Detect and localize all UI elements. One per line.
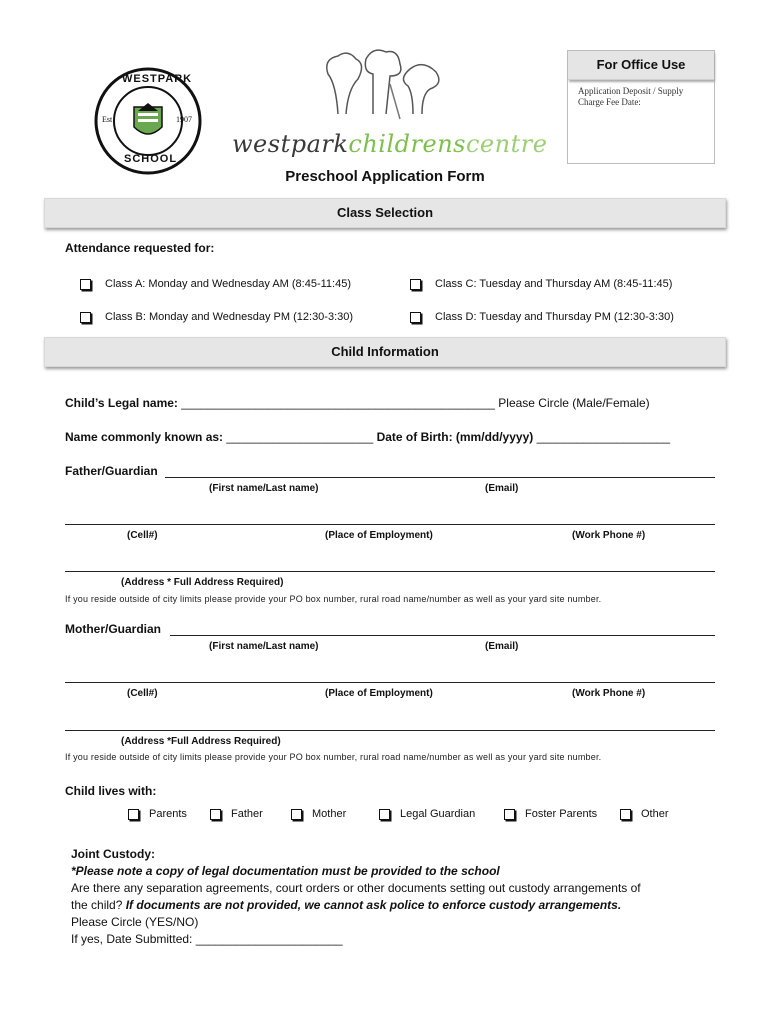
checkbox-mother[interactable] (291, 809, 302, 820)
class-c-label: Class C: Tuesday and Thursday AM (8:45-11:45) (435, 278, 673, 290)
page-title: Preschool Application Form (285, 168, 485, 185)
mother-option-label: Mother (312, 808, 347, 820)
father-address-field[interactable] (65, 571, 715, 572)
brand-wordmark (232, 130, 547, 158)
lives-with-parents-option[interactable] (128, 808, 187, 820)
class-b-label: Class B: Monday and Wednesday PM (12:30-3:30) (105, 311, 354, 323)
gender-circle-label: Please Circle (Male/Female) (498, 396, 650, 410)
mother-address-field[interactable] (65, 730, 715, 731)
known-as-field[interactable]: ______________________ (226, 430, 374, 444)
father-work-phone-caption: (Work Phone #) (572, 530, 646, 541)
checkbox-legal-guardian[interactable] (379, 809, 390, 820)
dob-label: Date of Birth: (mm/dd/yyyy) (376, 430, 534, 444)
seal-bottom-text: SCHOOL (124, 153, 178, 165)
office-use-box (567, 50, 715, 164)
legal-name-label: Child’s Legal name: (65, 396, 178, 410)
parents-label: Parents (149, 808, 187, 820)
mother-address-caption: (Address *Full Address Required) (121, 736, 281, 747)
foster-parents-label: Foster Parents (525, 808, 598, 820)
lives-with-other-option[interactable] (620, 808, 669, 820)
father-address-note: If you reside outside of city limits please provide your PO box number, rural road name/number as well as your yard site number. (65, 594, 602, 604)
lives-with-label: Child lives with: (65, 784, 157, 798)
checkbox-father[interactable] (210, 809, 221, 820)
mother-email-caption: (Email) (485, 641, 519, 652)
lives-with-mother-option[interactable] (291, 808, 346, 820)
custody-question-b-emphasis: If documents are not provided, we cannot ask police to enforce custody arrangements. (125, 898, 622, 912)
father-contact-field[interactable] (65, 524, 715, 525)
checkbox-foster-parents[interactable] (504, 809, 515, 820)
lives-with-legal-guardian-option[interactable] (379, 808, 475, 820)
father-option-label: Father (231, 808, 263, 820)
mother-cell-caption: (Cell#) (127, 688, 158, 699)
custody-circle-label: Please Circle (YES/NO) (71, 915, 199, 929)
lives-with-foster-parents-option[interactable] (504, 808, 597, 820)
office-use-title: For Office Use (568, 51, 714, 80)
mother-contact-field[interactable] (65, 682, 715, 683)
mother-label: Mother/Guardian (65, 622, 162, 636)
seal-right-text: 1907 (176, 115, 192, 124)
father-email-caption: (Email) (485, 483, 519, 494)
class-a-label: Class A: Monday and Wednesday AM (8:45-11:45) (105, 278, 352, 290)
legal-guardian-label: Legal Guardian (400, 808, 476, 820)
office-fee-line: Charge Fee Date: (578, 97, 641, 107)
custody-question-b-text: the child? (71, 898, 126, 912)
class-b-option[interactable] (80, 311, 353, 323)
joint-custody-section (71, 846, 731, 948)
mother-employment-caption: (Place of Employment) (325, 688, 433, 699)
custody-date-field[interactable]: ______________________ (195, 932, 343, 946)
custody-note: *Please note a copy of legal documentation must be provided to the school (71, 864, 500, 878)
seal-top-text: WESTPARK (122, 73, 193, 85)
office-deposit-line: Application Deposit / Supply (578, 86, 684, 96)
checkbox-other[interactable] (620, 809, 631, 820)
child-information-header: Child Information (44, 337, 726, 367)
checkbox-class-b[interactable] (80, 312, 91, 323)
legal-name-row (65, 396, 650, 410)
school-seal-logo (94, 67, 202, 175)
father-name-field[interactable] (165, 477, 715, 478)
checkbox-class-a[interactable] (80, 279, 91, 290)
class-d-option[interactable] (410, 311, 674, 323)
class-a-option[interactable] (80, 278, 351, 290)
dob-field[interactable]: ____________________ (536, 430, 671, 444)
known-as-label: Name commonly known as: (65, 430, 224, 444)
father-first-last-caption: (First name/Last name) (209, 483, 319, 494)
lives-with-father-option[interactable] (210, 808, 263, 820)
custody-question-a: Are there any separation agreements, court orders or other documents setting out custody arrangements of (71, 881, 641, 895)
checkbox-parents[interactable] (128, 809, 139, 820)
class-c-option[interactable] (410, 278, 672, 290)
other-label: Other (641, 808, 669, 820)
custody-question-b (71, 897, 731, 914)
checkbox-class-c[interactable] (410, 279, 421, 290)
custody-date-label: If yes, Date Submitted: (71, 932, 193, 946)
legal-name-field[interactable]: _______________________________________________ (181, 396, 495, 410)
attendance-label: Attendance requested for: (65, 241, 215, 255)
brand-green-text: childrens (348, 130, 466, 158)
father-label: Father/Guardian (65, 464, 158, 478)
checkbox-class-d[interactable] (410, 312, 421, 323)
joint-custody-heading: Joint Custody: (71, 847, 155, 861)
known-as-row (65, 430, 670, 444)
mother-address-note: If you reside outside of city limits please provide your PO box number, rural road name/number as well as your yard site number. (65, 752, 602, 762)
brand-tail-text: centre (465, 130, 548, 158)
father-employment-caption: (Place of Employment) (325, 530, 433, 541)
trees-illustration-icon (318, 44, 448, 124)
class-d-label: Class D: Tuesday and Thursday PM (12:30-3:30) (435, 311, 674, 323)
mother-work-phone-caption: (Work Phone #) (572, 688, 646, 699)
class-selection-header: Class Selection (44, 198, 726, 228)
father-address-caption: (Address * Full Address Required) (121, 577, 284, 588)
custody-date-row (71, 931, 731, 948)
father-cell-caption: (Cell#) (127, 530, 158, 541)
mother-name-field[interactable] (170, 635, 715, 636)
brand-dark-text: westpark (232, 130, 349, 158)
mother-first-last-caption: (First name/Last name) (209, 641, 319, 652)
seal-left-text: Est (102, 115, 113, 124)
